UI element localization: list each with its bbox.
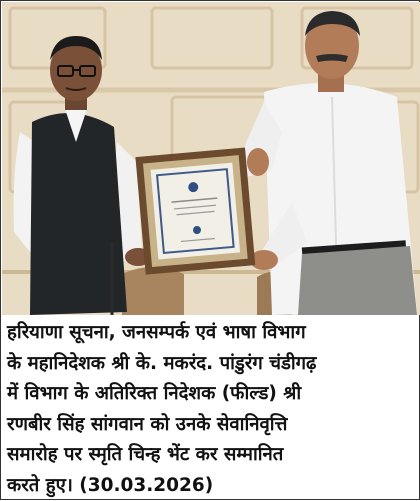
caption-line: करते हुए। (30.03.2026) xyxy=(7,471,415,501)
caption-line: रणबीर सिंह सांगवान को उनके सेवानिवृत्ति xyxy=(7,410,415,441)
news-caption xyxy=(7,318,415,498)
caption-line: के महानिदेशक श्री के. मकरंद. पांडुरंग चंडीगढ़ xyxy=(7,349,415,380)
caption-line: समारोह पर स्मृति चिन्ह भेंट कर सम्मानित xyxy=(7,440,415,471)
caption-line: हरियाणा सूचना, जनसम्पर्क एवं भाषा विभाग xyxy=(7,318,415,349)
ceremony-photo xyxy=(2,2,420,315)
caption-line: में विभाग के अतिरिक्त निदेशक (फील्ड) श्री xyxy=(7,379,415,410)
